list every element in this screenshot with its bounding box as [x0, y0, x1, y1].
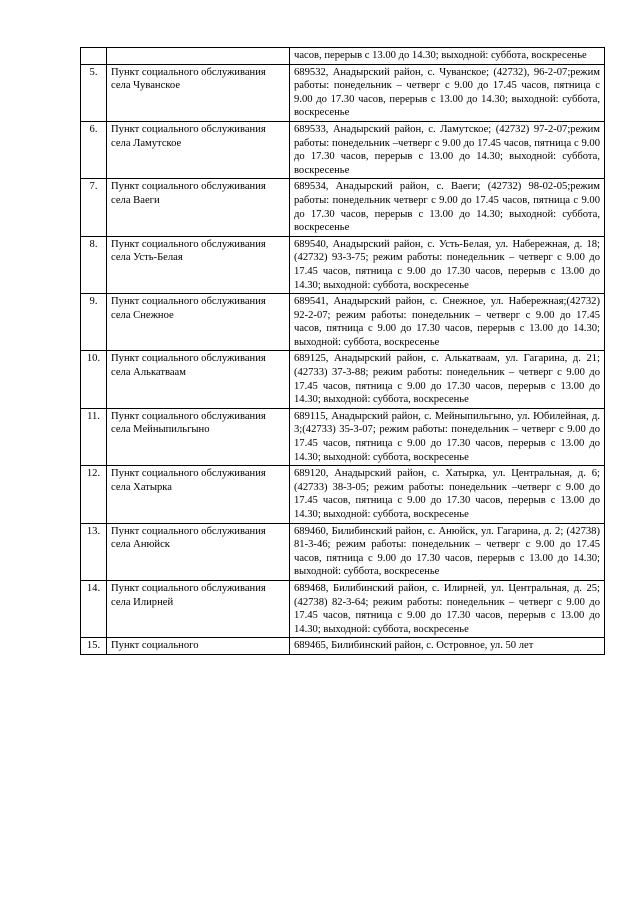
facility-name: Пункт социального обслуживания села Алькатваам: [107, 351, 290, 408]
table-row: [81, 64, 605, 121]
table-row: [81, 466, 605, 523]
row-number: 9.: [81, 294, 107, 351]
facility-contact-info: 689115, Анадырский район, с. Мейныпильгыно, ул. Юбилейная, д. 3;(42733) 35-3-07; режим работы: понедельник – четверг с 9.00 до 17.45 часов, пятница с 9.00 до 17.30 часов, перерыв с 13.00 до 14.30; выходной: суббота, воскресенье: [290, 408, 605, 465]
facility-contact-info: 689120, Анадырский район, с. Хатырка, ул. Центральная, д. 6; (42733) 38-3-05; режим работы: понедельник –четверг с 9.00 до 17.45 часов, пятница с 9.00 до 17.30 часов, перерыв с 13.00 до 14.30; выходной: суббота, воскресенье: [290, 466, 605, 523]
row-number: 10.: [81, 351, 107, 408]
table-row: [81, 48, 605, 65]
row-number: [81, 48, 107, 65]
facility-name: Пункт социального обслуживания села Чуванское: [107, 64, 290, 121]
row-number: 7.: [81, 179, 107, 236]
facility-name: Пункт социального обслуживания села Хатырка: [107, 466, 290, 523]
facility-name: Пункт социального обслуживания села Снежное: [107, 294, 290, 351]
facility-contact-info: 689534, Анадырский район, с. Ваеги; (42732) 98-02-05;режим работы: понедельник четверг с 9.00 до 17.45 часов, пятница с 9.00 до 17.30 часов, перерыв с 13.00 до 14.30; выходной: суббота, воскресенье: [290, 179, 605, 236]
facility-contact-info: 689540, Анадырский район, с. Усть-Белая, ул. Набережная, д. 18;(42732) 93-3-75; режим работы: понедельник – четверг с 9.00 до 17.45 часов, пятница с 9.00 до 17.30 часов, перерыв с 13.00 до 14.30; выходной: суббота, воскресенье: [290, 236, 605, 293]
facility-name: Пункт социального обслуживания села Мейныпильгыно: [107, 408, 290, 465]
facility-contact-info: часов, перерыв с 13.00 до 14.30; выходной: суббота, воскресенье: [290, 48, 605, 65]
table-row: [81, 294, 605, 351]
facility-name: Пункт социального обслуживания села Илирней: [107, 580, 290, 637]
facility-contact-info: 689532, Анадырский район, с. Чуванское; (42732), 96-2-07;режим работы: понедельник – четверг с 9.00 до 17.45 часов, пятница с 9.00 до 17.30 часов, перерыв с 13.00 до 14.30; выходной: суббота, воскресенье: [290, 64, 605, 121]
facility-contact-info: 689125, Анадырский район, с. Алькатваам, ул. Гагарина, д. 21;(42733) 37-3-88; режим работы: понедельник – четверг с 9.00 до 17.45 часов, пятница с 9.00 до 17.30 часов, перерыв с 13.00 до 14.30; выходной: суббота, воскресенье: [290, 351, 605, 408]
row-number: 8.: [81, 236, 107, 293]
facility-name: Пункт социального обслуживания села Ваеги: [107, 179, 290, 236]
facility-name: Пункт социального: [107, 638, 290, 655]
row-number: 6.: [81, 121, 107, 178]
table-row: [81, 351, 605, 408]
table-row: [81, 408, 605, 465]
row-number: 15.: [81, 638, 107, 655]
row-number: 13.: [81, 523, 107, 580]
facility-contact-info: 689468, Билибинский район, с. Илирней, ул. Центральная, д. 25; (42738) 82-3-64; режим работы: понедельник – четверг с 9.00 до 17.45 часов, пятница с 9.00 до 17.30 часов, перерыв с 13.00 до 14.30; выходной: суббота, воскресенье: [290, 580, 605, 637]
row-number: 14.: [81, 580, 107, 637]
table-row: [81, 523, 605, 580]
social-service-points-table: [80, 47, 605, 655]
row-number: 5.: [81, 64, 107, 121]
facility-contact-info: 689533, Анадырский район, с. Ламутское; (42732) 97-2-07;режим работы: понедельник –четверг с 9.00 до 17.45 часов, пятница с 9.00 до 17.30 часов, перерыв с 13.00 до 14.30; выходной: суббота, воскресенье: [290, 121, 605, 178]
facility-name: [107, 48, 290, 65]
facility-contact-info: 689460, Билибинский район, с. Анюйск, ул. Гагарина, д. 2; (42738) 81-3-46; режим работы: понедельник – четверг с 9.00 до 17.45 часов, пятница с 9.00 до 17.30 часов, перерыв с 13.00 до 14.30; выходной: суббота, воскресенье: [290, 523, 605, 580]
row-number: 12.: [81, 466, 107, 523]
row-number: 11.: [81, 408, 107, 465]
facility-name: Пункт социального обслуживания села Ламутское: [107, 121, 290, 178]
facility-contact-info: 689541, Анадырский район, с. Снежное, ул. Набережная;(42732) 92-2-07; режим работы: понедельник – четверг с 9.00 до 17.45 часов, пятница с 9.00 до 17.30 часов, перерыв с 13.00 до 14.30; выходной: суббота, воскресенье: [290, 294, 605, 351]
facility-name: Пункт социального обслуживания села Усть-Белая: [107, 236, 290, 293]
table-row: [81, 638, 605, 655]
facility-name: Пункт социального обслуживания села Анюйск: [107, 523, 290, 580]
table-row: [81, 236, 605, 293]
table-row: [81, 179, 605, 236]
table-row: [81, 121, 605, 178]
facility-contact-info: 689465, Билибинский район, с. Островное, ул. 50 лет: [290, 638, 605, 655]
table-row: [81, 580, 605, 637]
